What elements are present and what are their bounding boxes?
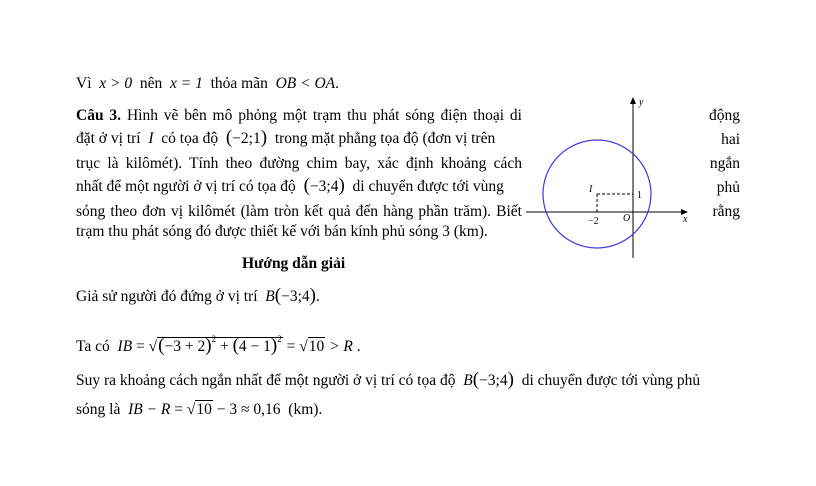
origin-label: O: [623, 213, 631, 224]
projection-lines: [597, 194, 633, 212]
tick-label-y: 1: [637, 190, 642, 201]
solution-line-1: Giả sử người đó đứng ở vị trí B(−3;4).: [76, 285, 320, 306]
solution-line-3: Suy ra khoảng cách ngắn nhất để một người ở vị trí có tọa độ B(−3;4) di chuyển được tới vùng phủ: [76, 369, 701, 390]
wrapped-word: hai: [721, 131, 740, 148]
intro-line: Vì x > 0 nên x = 1 thỏa mãn OB < OA.: [76, 75, 339, 92]
question-line-6: trạm thu phát sóng đó được thiết kế với bán kính phủ sóng 3 (km).: [76, 223, 488, 240]
inequality-ob-oa: OB < OA: [275, 75, 336, 92]
wrapped-word: phủ: [716, 179, 740, 196]
wrapped-word: ngắn: [709, 155, 740, 172]
wrapped-word: động: [709, 107, 740, 124]
question-line-5: sóng theo đơn vị kilômét (làm tròn kết quả đến hàng phần trăm). Biết: [76, 203, 522, 220]
question-line-4: nhất để một người ở vị trí có tọa độ (−3;4) di chuyển được tới vùng: [76, 175, 504, 196]
solution-line-4: sóng là IB − R = √10 − 3 ≈ 0,16 (km).: [76, 401, 323, 418]
wrapped-word: rằng: [712, 203, 740, 220]
x-axis: [526, 209, 688, 215]
tick-label-x: −2: [588, 216, 599, 227]
y-axis-label: y: [639, 97, 644, 108]
solution-heading: Hướng dẫn giải: [242, 255, 346, 272]
solution-line-2: Ta có IB = $√(-3 + 2)^2 + (4 - 1)^2 = √10 > R$ .: [76, 334, 361, 356]
question-line-1: Câu 3. Hình vẽ bên mô phỏng một trạm thu phát sóng điện thoại di: [76, 107, 522, 124]
question-line-3: trục là kilômét). Tính theo đường chim bay, xác định khoảng cách: [76, 155, 522, 172]
question-label: Câu 3.: [76, 107, 122, 124]
x-axis-label: x: [683, 214, 688, 225]
question-line-2: đặt ở vị trí I có tọa độ (−2;1) trong mặt phẳng tọa độ (đơn vị trên: [76, 127, 496, 148]
condition-x-equals-1: x = 1: [169, 75, 203, 92]
condition-x-positive: x > 0: [99, 75, 133, 92]
point-i-label: I: [589, 184, 593, 195]
